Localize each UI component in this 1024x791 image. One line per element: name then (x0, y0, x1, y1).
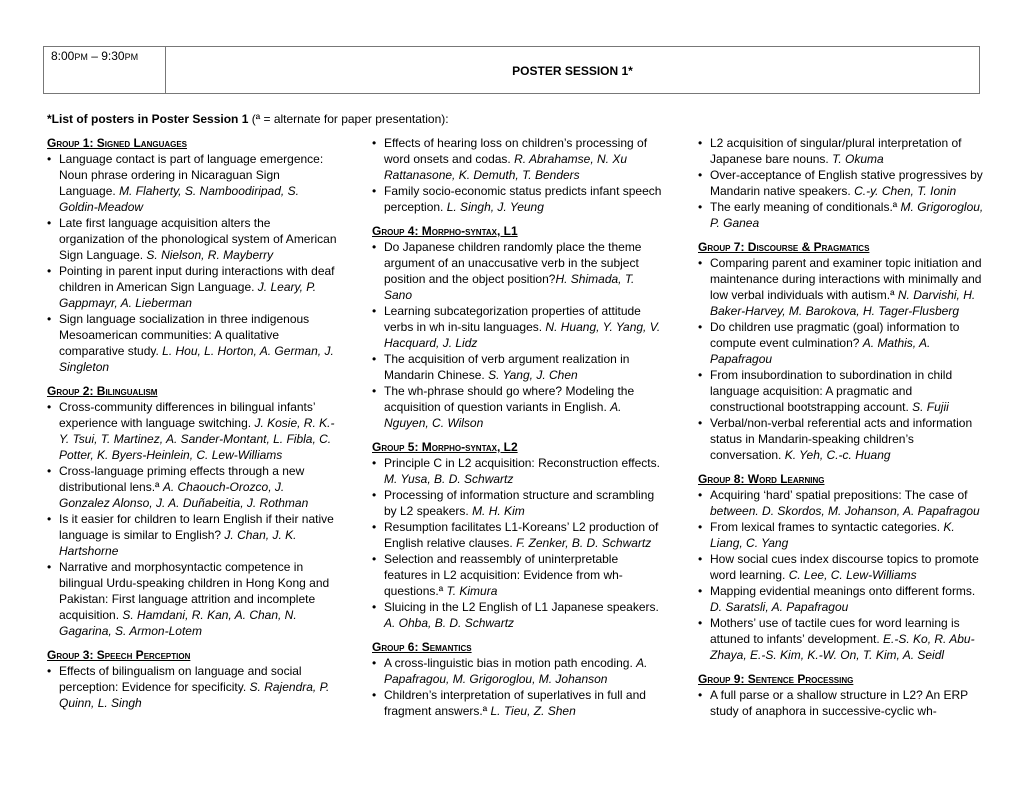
poster-title: Effects of bilingualism on language and social perception: Evidence for specificity. (59, 664, 302, 694)
poster-title: L2 acquisition of singular/plural interpretation of Japanese bare nouns. (710, 136, 962, 166)
group-heading: Group 2: Bilingualism (47, 384, 158, 398)
poster-title: A cross-linguistic bias in motion path encoding. (384, 656, 637, 670)
poster-item (372, 351, 662, 383)
column-2 (372, 135, 662, 719)
poster-authors: M. Flaherty, S. Namboodiripad, S. Goldin-Meadow (59, 184, 299, 214)
poster-authors: N. Huang, Y. Yang, V. Hacquard, J. Lidz (384, 320, 661, 350)
poster-authors: N. Darvishi, H. Baker-Harvey, M. Barokova, H. Tager-Flusberg (710, 288, 976, 318)
poster-item (372, 239, 662, 303)
poster-item (372, 383, 662, 431)
poster-authors: K. Liang, C. Yang (710, 520, 955, 550)
poster-item (698, 199, 988, 231)
poster-title: Over-acceptance of English stative progressives by Mandarin native speakers. (710, 168, 983, 198)
poster-title: Selection and reassembly of uninterpretable features in L2 acquisition: Evidence from wh-questions.ª (384, 552, 623, 598)
poster-list (372, 135, 662, 215)
poster-authors: A. Ohba, B. D. Schwartz (384, 616, 515, 630)
poster-list (698, 135, 988, 231)
poster-item (698, 583, 988, 615)
poster-authors: A. Papafragou, M. Grigoroglou, M. Johanson (384, 656, 648, 686)
poster-item (698, 615, 988, 663)
poster-title: The early meaning of conditionals.ª (710, 200, 901, 214)
time-start-suffix: PM (74, 52, 88, 62)
poster-item (698, 487, 988, 519)
poster-item (47, 559, 337, 639)
poster-title: Principle C in L2 acquisition: Reconstruction effects. (384, 456, 660, 470)
poster-authors: S. Nielson, R. Mayberry (146, 248, 274, 262)
poster-authors: H. Shimada, T. Sano (384, 272, 635, 302)
poster-item (698, 551, 988, 583)
poster-title: Is it easier for children to learn English if their native language is similar to English? (59, 512, 334, 542)
poster-item (372, 551, 662, 599)
poster-item (698, 167, 988, 199)
poster-item (47, 263, 337, 311)
session-time (44, 47, 166, 93)
poster-item (372, 135, 662, 183)
poster-authors: L. Tieu, Z. Shen (490, 704, 576, 718)
poster-item (698, 415, 988, 463)
intro-bold: *List of posters in Poster Session 1 (47, 112, 249, 126)
group-heading: Group 1: Signed Languages (47, 136, 188, 150)
poster-list (372, 655, 662, 719)
poster-authors: R. Abrahamse, N. Xu Rattanasone, K. Demuth, T. Benders (384, 152, 628, 182)
poster-item (372, 687, 662, 719)
poster-authors: A. Nguyen, C. Wilson (384, 400, 622, 430)
poster-title: Cross-language priming effects through a new distributional lens.ª (59, 464, 305, 494)
group-heading: Group 9: Sentence Processing (698, 672, 854, 686)
column-3 (698, 135, 988, 719)
session-title: POSTER SESSION 1* (512, 64, 633, 78)
poster-item (372, 655, 662, 687)
poster-title: Mothers’ use of tactile cues for word learning is attuned to infants’ development. (710, 616, 960, 646)
poster-title: Mapping evidential meanings onto different forms. (710, 584, 976, 598)
poster-authors: S. Fujii (912, 400, 949, 414)
poster-item (372, 519, 662, 551)
poster-title: Learning subcategorization properties of attitude verbs in wh in-situ languages. (384, 304, 641, 334)
poster-list (698, 687, 988, 719)
poster-title: From insubordination to subordination in child language acquisition: A pragmatic and constructional bootstrapping account. (710, 368, 953, 414)
poster-item (698, 367, 988, 415)
poster-authors: S. Yang, J. Chen (488, 368, 578, 382)
poster-title: Language contact is part of language emergence: Noun phrase ordering in Nicaraguan Sign Language. (59, 152, 324, 198)
poster-authors: J. Chan, J. K. Hartshorne (59, 528, 297, 558)
poster-item (372, 599, 662, 631)
poster-item (47, 215, 337, 263)
poster-authors: S. Hamdani, R. Kan, A. Chan, N. Gagarina, S. Armon-Lotem (59, 608, 297, 638)
poster-authors: D. Saratsli, A. Papafragou (710, 600, 849, 614)
poster-item (47, 511, 337, 559)
poster-authors: between. D. Skordos, M. Johanson, A. Papafragou (710, 504, 980, 518)
poster-authors: J. Kosie, R. K.-Y. Tsui, T. Martinez, A. Sander-Montant, L. Fibla, C. Potter, K. Byers-Heinlein, C. Lew-Williams (59, 416, 335, 462)
poster-item (698, 687, 988, 719)
poster-list (372, 239, 662, 431)
poster-item (47, 463, 337, 511)
poster-title: Effects of hearing loss on children’s processing of word onsets and codas. (384, 136, 648, 166)
poster-authors: M. Grigoroglou, P. Ganea (710, 200, 984, 230)
poster-list (698, 255, 988, 463)
poster-authors: M. Yusa, B. D. Schwartz (384, 472, 514, 486)
time-end-suffix: PM (124, 52, 139, 62)
poster-item (47, 399, 337, 463)
poster-item (372, 455, 662, 487)
poster-item (698, 519, 988, 551)
poster-authors: A. Chaouch-Orozco, J. Gonzalez Alonso, J. A. Duñabeitia, J. Rothman (59, 480, 309, 510)
poster-list (698, 487, 988, 663)
poster-title: Cross-community differences in bilingual infants’ experience with language switching. (59, 400, 316, 430)
group-heading: Group 4: Morpho-syntax, L1 (372, 224, 518, 238)
poster-title: Acquiring ‘hard’ spatial prepositions: The case of (710, 488, 968, 502)
poster-title: Do Japanese children randomly place the theme argument of an unaccusative verb in the subject position and the object position? (384, 240, 642, 286)
poster-authors: C. Lee, C. Lew-Williams (788, 568, 917, 582)
group-heading: Group 5: Morpho-syntax, L2 (372, 440, 518, 454)
poster-authors: J. Leary, P. Gappmayr, A. Lieberman (59, 280, 317, 310)
group-heading: Group 6: Semantics (372, 640, 472, 654)
poster-title: Children’s interpretation of superlatives in full and fragment answers.ª (384, 688, 646, 718)
poster-title: From lexical frames to syntactic categories. (710, 520, 944, 534)
group-heading: Group 8: Word Learning (698, 472, 825, 486)
poster-title: Family socio-economic status predicts infant speech perception. (384, 184, 662, 214)
poster-list (47, 399, 337, 639)
poster-item (698, 135, 988, 167)
poster-title: The wh-phrase should go where? Modeling the acquisition of question variants in English. (384, 384, 635, 414)
poster-authors: L. Hou, L. Horton, A. German, J. Singleton (59, 344, 334, 374)
poster-item (47, 151, 337, 215)
poster-title: Pointing in parent input during interactions with deaf children in American Sign Language. (59, 264, 335, 294)
poster-authors: A. Mathis, A. Papafragou (710, 336, 931, 366)
poster-authors: L. Singh, J. Yeung (446, 200, 544, 214)
time-end: 9:30 (101, 49, 125, 63)
column-1 (47, 135, 337, 711)
poster-authors: M. H. Kim (472, 504, 525, 518)
group-heading: Group 7: Discourse & Pragmatics (698, 240, 870, 254)
poster-title: How social cues index discourse topics to promote word learning. (710, 552, 979, 582)
poster-list (47, 663, 337, 711)
poster-title: A full parse or a shallow structure in L2? An ERP study of anaphora in successive-cyclic wh- (710, 688, 968, 718)
poster-item (698, 255, 988, 319)
poster-title: Late first language acquisition alters the organization of the phonological system of American Sign Language. (59, 216, 337, 262)
poster-authors: T. Kimura (446, 584, 498, 598)
poster-item (47, 311, 337, 375)
poster-list (47, 151, 337, 375)
poster-title: Comparing parent and examiner topic initiation and maintenance during interactions with minimally and low verbal individuals with autism.ª (710, 256, 982, 302)
poster-list (372, 455, 662, 631)
poster-item (372, 487, 662, 519)
time-start: 8:00 (51, 49, 75, 63)
poster-title: Sluicing in the L2 English of L1 Japanese speakers. (384, 600, 659, 614)
poster-item (372, 183, 662, 215)
poster-title: Narrative and morphosyntactic competence in bilingual Urdu-speaking children in Hong Kong and Pakistan: First language attrition and incomplete acquisition. (59, 560, 330, 622)
poster-authors: F. Zenker, B. D. Schwartz (516, 536, 652, 550)
session-header (43, 46, 980, 94)
intro-line (47, 112, 449, 126)
poster-title: Verbal/non-verbal referential acts and information status in Mandarin-speaking children’s conversation. (710, 416, 973, 462)
group-heading: Group 3: Speech Perception (47, 648, 191, 662)
intro-rest: (ª = alternate for paper presentation): (248, 112, 449, 126)
poster-authors: K. Yeh, C.-c. Huang (784, 448, 891, 462)
time-separator: – (87, 49, 102, 63)
poster-item (372, 303, 662, 351)
poster-title: Do children use pragmatic (goal) information to compute event culmination? (710, 320, 960, 350)
poster-authors: E.-S. Ko, R. Abu-Zhaya, E.-S. Kim, K.-W. On, T. Kim, A. Seidl (710, 632, 975, 662)
poster-authors: C.-y. Chen, T. Ionin (854, 184, 957, 198)
poster-title: The acquisition of verb argument realization in Mandarin Chinese. (384, 352, 630, 382)
poster-title: Sign language socialization in three indigenous Mesoamerican communities: A qualitative comparative study. (59, 312, 310, 358)
poster-authors: T. Okuma (832, 152, 884, 166)
poster-authors: S. Rajendra, P. Quinn, L. Singh (59, 680, 330, 710)
poster-item (698, 319, 988, 367)
poster-item (47, 663, 337, 711)
poster-title: Resumption facilitates L1-Koreans’ L2 production of English relative clauses. (384, 520, 659, 550)
poster-title: Processing of information structure and scrambling by L2 speakers. (384, 488, 655, 518)
